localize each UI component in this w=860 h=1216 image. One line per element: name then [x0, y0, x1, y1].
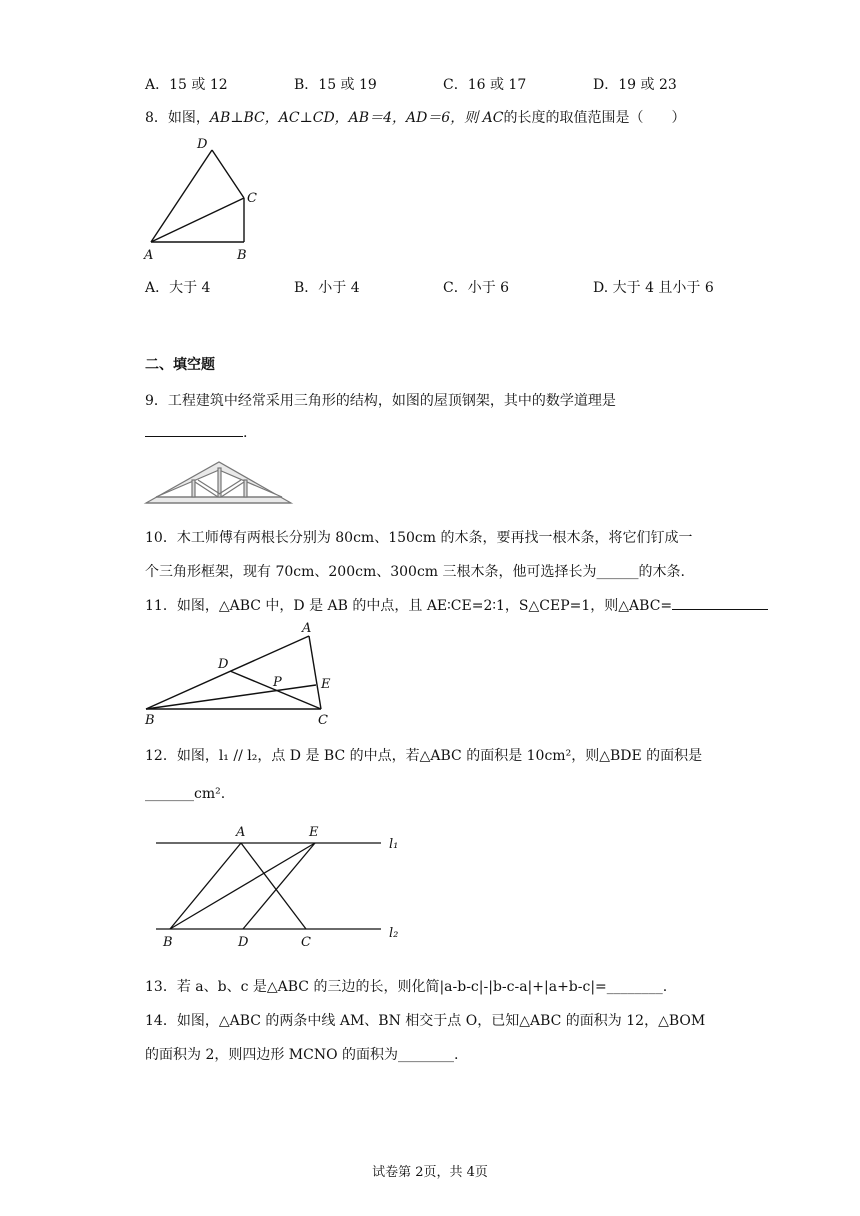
q11-segment-ac: [309, 636, 321, 709]
q11-stem: [145, 595, 768, 615]
q13-stem: 13．若 a、b、c 是△ABC 的三边的长，则化简|a-b-c|-|b-c-a|+|a+b-c|=________.: [145, 979, 668, 995]
q8-option-a: A．大于 4: [145, 280, 211, 296]
q8-option-b: B．小于 4: [294, 280, 360, 296]
q9-blank: [145, 424, 243, 437]
q11-label-p: P: [273, 675, 282, 690]
q12-segment-ba: [170, 843, 241, 929]
q8-label-d: D: [197, 137, 208, 152]
q9-blank-end: .: [243, 425, 248, 441]
q12-label-l2: l₂: [389, 926, 399, 941]
q12-segment-ac: [241, 843, 306, 929]
q12-segment-de: [243, 843, 315, 929]
q8-label-c: C: [247, 191, 257, 206]
q12-stem: 12．如图，l₁ // l₂，点 D 是 BC 的中点，若△ABC 的面积是 10cm²，则△BDE 的面积是: [145, 748, 703, 764]
q9-answer-line: [145, 424, 247, 441]
q8-label-a: A: [144, 248, 154, 263]
q8-stem-suffix: 的长度的取值范围是（ ）: [503, 110, 686, 126]
q12-segment-be: [170, 843, 315, 929]
q9-stem: 9．工程建筑中经常采用三角形的结构，如图的屋顶钢架，其中的数学道理是: [145, 393, 616, 409]
q8-segment-cd: [212, 150, 244, 198]
q11-label-d: D: [218, 657, 229, 672]
q14-line2: 的面积为 2，则四边形 MCNO 的面积为________.: [145, 1047, 459, 1063]
q7-option-a: A．15 或 12: [145, 77, 228, 93]
q7-option-d: D．19 或 23: [593, 77, 677, 93]
q12-label-c: C: [301, 935, 311, 950]
q11-blank: [672, 597, 768, 610]
page-footer: 试卷第 2页，共 4页: [372, 1165, 488, 1180]
q8-option-c: C．小于 6: [443, 280, 510, 296]
q8-segment-ac: [151, 198, 244, 242]
q12-label-b: B: [163, 935, 173, 950]
q11-segment-be: [146, 685, 316, 709]
q12-label-l1: l₁: [389, 837, 399, 852]
q11-label-b: B: [145, 713, 155, 728]
q12-line2: _______cm².: [145, 786, 226, 802]
q11-label-a: A: [302, 621, 312, 636]
q10-line1: 10．木工师傅有两根长分别为 80cm、150cm 的木条，要再找一根木条，将它们钉成一: [145, 530, 693, 546]
q11-segment-ba: [146, 636, 309, 709]
q8-option-d: D. 大于 4 且小于 6: [593, 280, 714, 296]
q12-label-a: A: [236, 825, 246, 840]
q8-label-b: B: [237, 248, 247, 263]
section-heading: 二、填空题: [145, 357, 215, 373]
q10-line2: 个三角形框架，现有 70cm、200cm、300cm 三根木条，他可选择长为______的木条.: [145, 564, 685, 580]
q7-option-b: B．15 或 19: [294, 77, 377, 93]
q11-label-c: C: [318, 713, 328, 728]
q8-stem-prefix: 8．如图，: [145, 110, 210, 126]
q12-label-e: E: [309, 825, 319, 840]
q11-label-e: E: [321, 677, 331, 692]
q11-stem-text: 11．如图，△ABC 中，D 是 AB 的中点，且 AE∶CE=2∶1，S△CEP=1，则△ABC=: [145, 598, 673, 614]
q8-stem-math: AB⊥BC，AC⊥CD，AB＝4，AD＝6，则 AC: [209, 110, 504, 126]
q8-segment-ad: [151, 150, 212, 242]
q12-label-d: D: [238, 935, 249, 950]
q11-segment-dc: [230, 671, 321, 709]
q14-line1: 14．如图，△ABC 的两条中线 AM、BN 相交于点 O，已知△ABC 的面积为 12，△BOM: [145, 1013, 706, 1029]
q7-option-c: C．16 或 17: [443, 77, 527, 93]
q8-stem: [145, 107, 686, 127]
